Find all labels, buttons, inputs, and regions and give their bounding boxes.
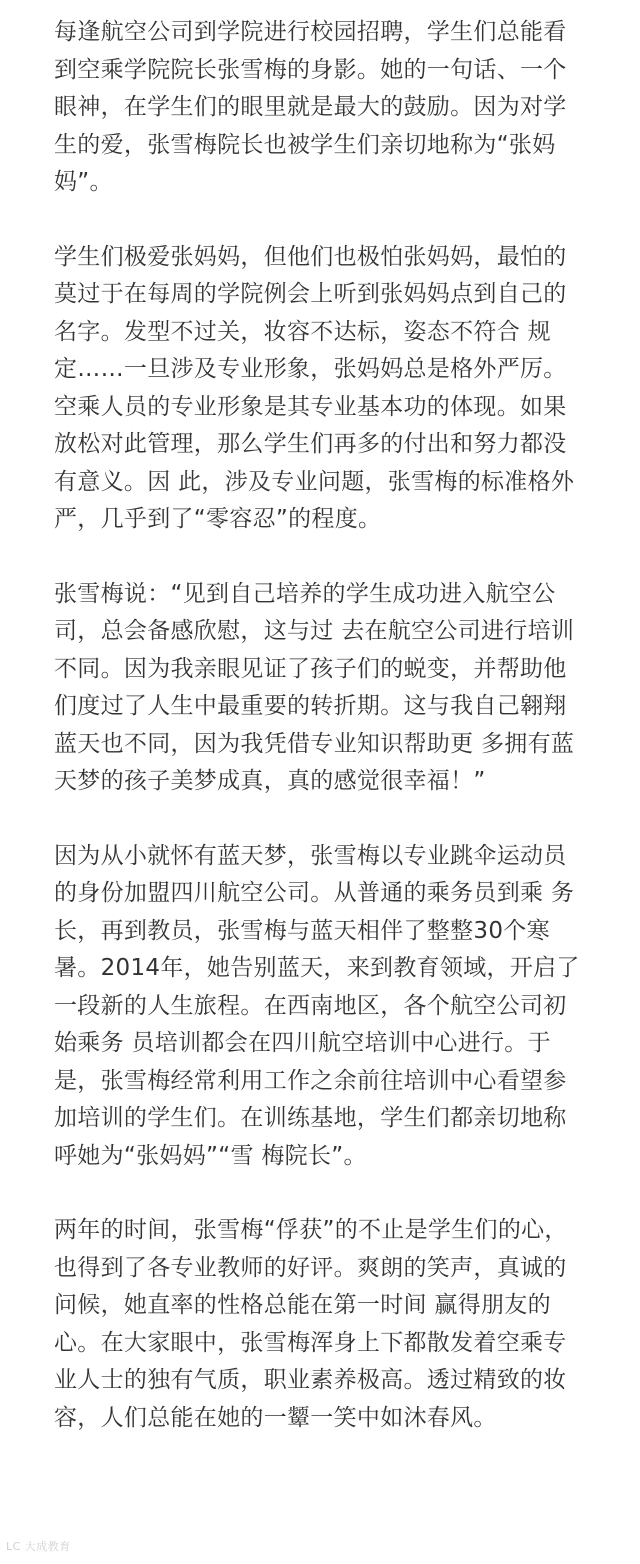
paragraph-3: 张雪梅说：“见到自己培养的学生成功进入航空公 司，总会备感欣慰，这与过 去在航空公司进行培训 不同。因为我亲眼见证了孩子们的蜕变，并帮助他 们度过了人生中最重要的转折期。这与我自己翱翔 蓝天也不同，因为我凭借专业知识帮助更 多拥有蓝 天梦的孩子美梦成真，真的感觉很幸福！”	[54, 580, 575, 794]
watermark-text: LC 大成教育	[6, 1540, 71, 1553]
paragraph-2: 学生们极爱张妈妈，但他们也极怕张妈妈，最怕的 莫过于在每周的学院例会上听到张妈妈点到自己的 名字。发型不过关，妆容不达标，姿态不符合 规 定……一旦涉及专业形象，张妈妈总是格外严厉。 空乘人员的专业形象是其专业基本功的体现。如果 放松对此管理，那么学生们再多的付出和努力都没 有意义。因 此，涉及专业问题，张雪梅的标准格外 严，几乎到了“零容忍”的程度。	[54, 243, 575, 532]
paragraph-5: 两年的时间，张雪梅“俘获”的不止是学生们的心， 也得到了各专业教师的好评。爽朗的笑声，真诚的 问候，她直率的性格总能在第一时间 赢得朋友的 心。在大家眼中，张雪梅浑身上下都散发着空乘专 业人士的独有气质，职业素养极高。透过精致的妆 容，人们总能在她的一颦一笑中如沐春风。	[54, 1217, 568, 1431]
paragraph-1: 每逢航空公司到学院进行校园招聘，学生们总能看 到空乘学院院长张雪梅的身影。她的一句话、一个 眼神，在学生们的眼里就是最大的鼓励。因为对学 生的爱，张雪梅院长也被学生们亲切地称为“张妈 妈”。	[54, 19, 567, 195]
article-body	[54, 0, 594, 1437]
paragraph-4: 因为从小就怀有蓝天梦，张雪梅以专业跳伞运动员 的身份加盟四川航空公司。从普通的乘务员到乘 务 长，再到教员，张雪梅与蓝天相伴了整整30个寒 暑。2014年，她告别蓝天，来到教育领域，开启了 一段新的人生旅程。在西南地区，各个航空公司初 始乘务 员培训都会在四川航空培训中心进行。于 是，张雪梅经常利用工作之余前往培训中心看望参 加培训的学生们。在训练基地，学生们都亲切地称 呼她为“张妈妈”“雪 梅院长”。	[54, 842, 580, 1169]
